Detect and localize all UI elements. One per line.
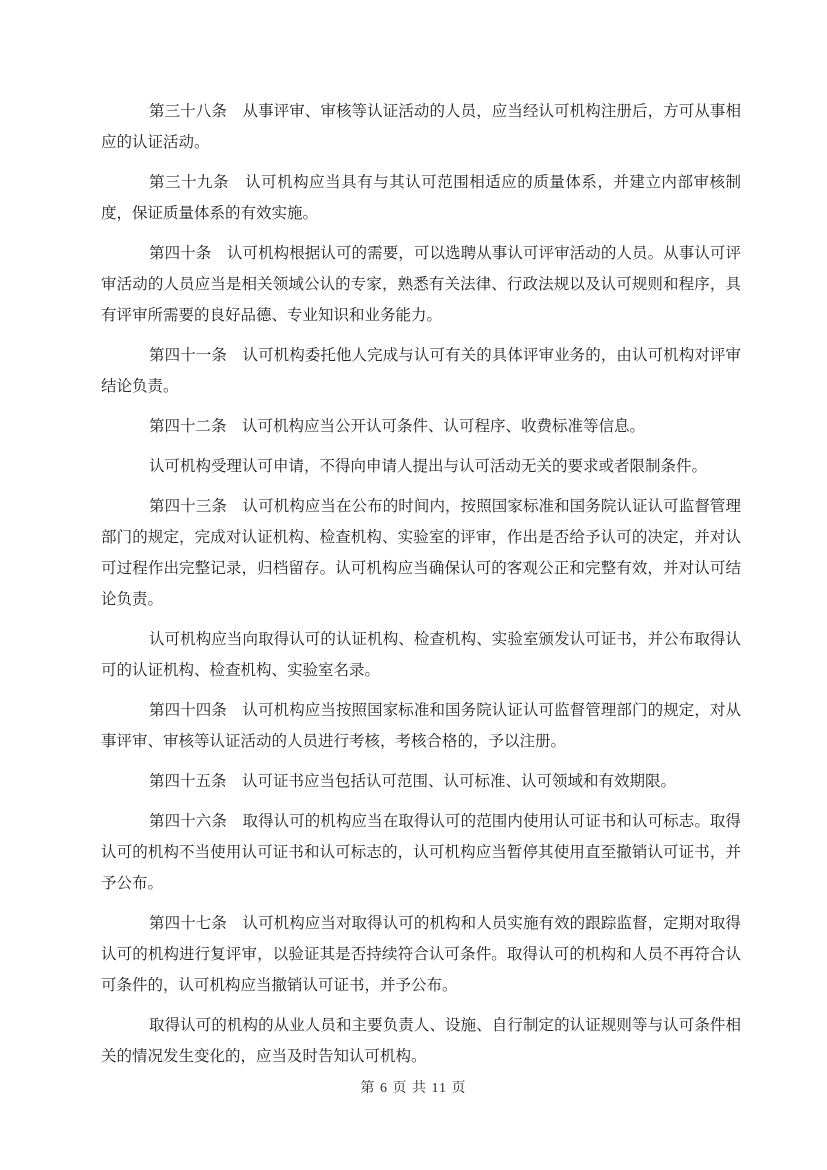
page-number-footer: 第 6 页 共 11 页	[360, 1081, 467, 1096]
legal-paragraph-article-40: 第四十条 认可机构根据认可的需要，可以选聘从事认可评审活动的人员。从事认可评审活动的人员应当是相关领域公认的专家，熟悉有关法律、行政法规以及认可规则和程序，具有评审所需要的良好品德、专业知识和业务能力。	[101, 245, 741, 324]
legal-paragraph-article-47-cont: 取得认可的机构的从业人员和主要负责人、设施、自行制定的认证规则等与认可条件相关的情况发生变化的，应当及时告知认可机构。	[101, 1017, 741, 1065]
legal-paragraph-article-43: 第四十三条 认可机构应当在公布的时间内，按照国家标准和国务院认证认可监督管理部门的规定，完成对认证机构、检查机构、实验室的评审，作出是否给予认可的决定，并对认可过程作出完整记录，归档留存。认可机构应当确保认可的客观公正和完整有效，并对认可结论负责。	[101, 498, 741, 608]
legal-paragraph-article-45: 第四十五条 认可证书应当包括认可范围、认可标准、认可领域和有效期限。	[149, 773, 677, 790]
legal-paragraph-article-44: 第四十四条 认可机构应当按照国家标准和国务院认证认可监督管理部门的规定，对从事评审、审核等认证活动的人员进行考核，考核合格的，予以注册。	[101, 702, 741, 750]
legal-paragraph-article-47: 第四十七条 认可机构应当对取得认可的机构和人员实施有效的跟踪监督，定期对取得认可的机构进行复评审，以验证其是否持续符合认可条件。取得认可的机构和人员不再符合认可条件的，认可机构应当撤销认可证书，并予公布。	[101, 915, 741, 994]
legal-paragraph-article-43-cont: 认可机构应当向取得认可的认证机构、检查机构、实验室颁发认可证书，并公布取得认可的认证机构、检查机构、实验室名录。	[101, 631, 741, 679]
legal-paragraph-article-42-cont: 认可机构受理认可申请，不得向申请人提出与认可活动无关的要求或者限制条件。	[149, 458, 708, 475]
legal-paragraph-article-46: 第四十六条 取得认可的机构应当在取得认可的范围内使用认可证书和认可标志。取得认可的机构不当使用认可证书和认可标志的，认可机构应当暂停其使用直至撤销认可证书，并予公布。	[101, 813, 741, 892]
document-body	[101, 96, 741, 1081]
legal-paragraph-article-38: 第三十八条 从事评审、审核等认证活动的人员，应当经认可机构注册后，方可从事相应的认证活动。	[101, 103, 741, 151]
legal-paragraph-article-41: 第四十一条 认可机构委托他人完成与认可有关的具体评审业务的，由认可机构对评审结论负责。	[101, 347, 741, 395]
legal-paragraph-article-42: 第四十二条 认可机构应当公开认可条件、认可程序、收费标准等信息。	[149, 418, 646, 435]
legal-paragraph-article-39: 第三十九条 认可机构应当具有与其认可范围相适应的质量体系，并建立内部审核制度，保证质量体系的有效实施。	[101, 174, 741, 222]
